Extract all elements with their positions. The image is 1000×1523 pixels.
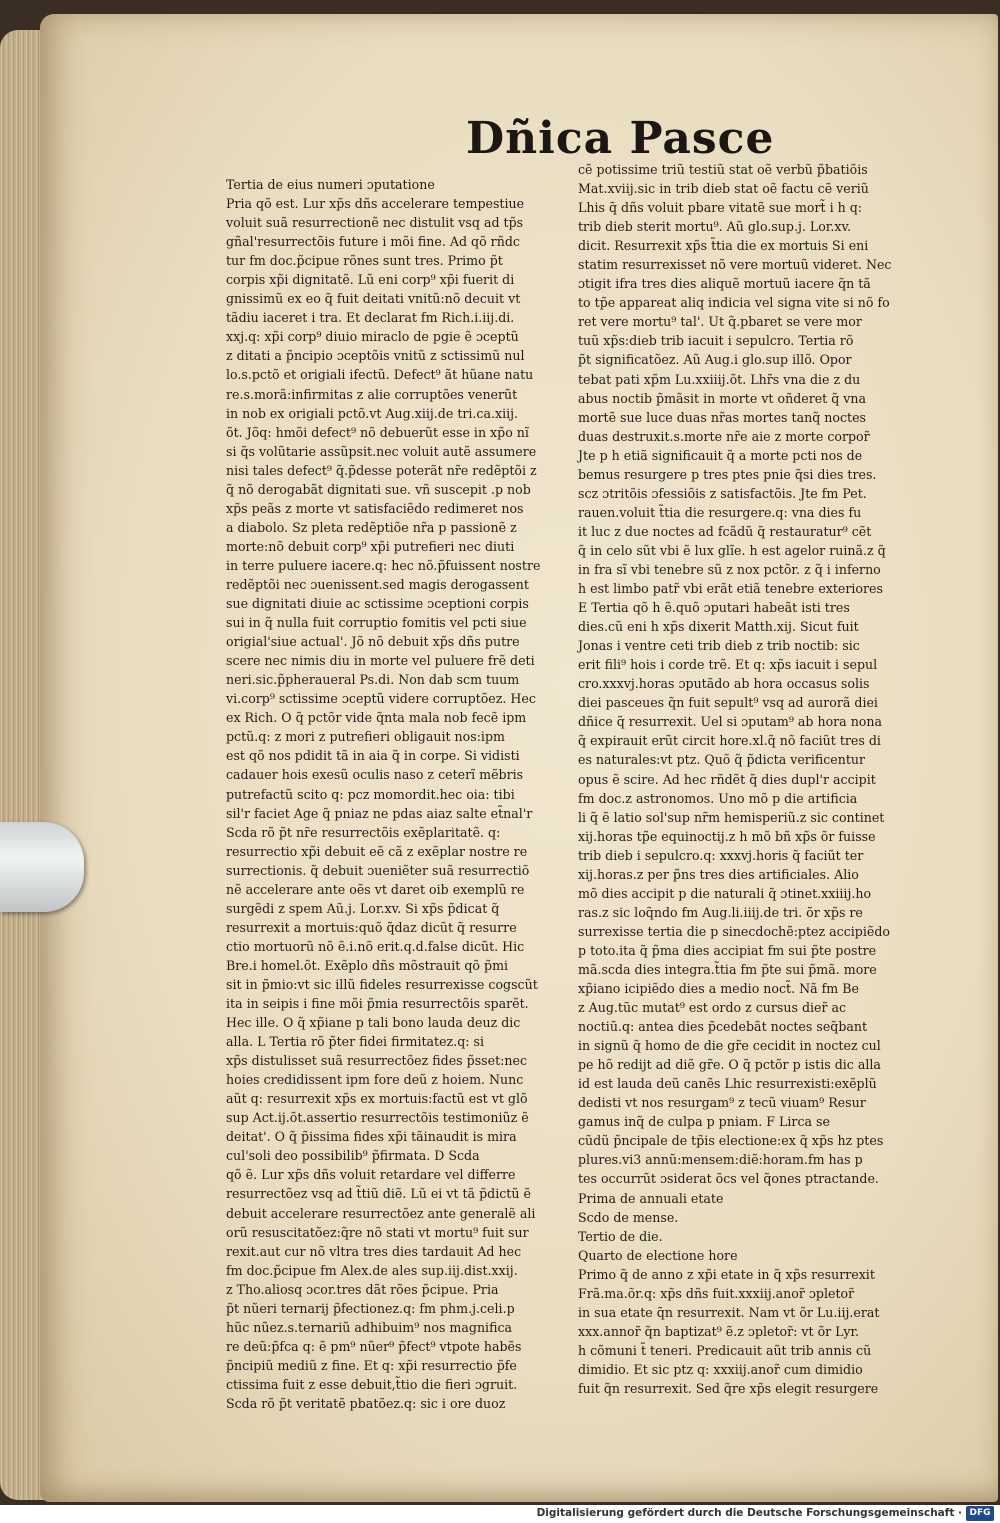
text-line: Primo q̃ de anno z xp̃i etate in q̃ xp̃s resurrexit xyxy=(578,1266,875,1282)
text-line: sit in p̃mio:vt sic illũ fideles resurrexisse cogscũt xyxy=(226,976,538,992)
text-line: xxx.annor̃ q̃n baptizat⁹ ẽ.z ɔpletor̃: vt õr Lyr. xyxy=(578,1323,860,1339)
text-line: vi.corp⁹ sctissime ɔceptũ videre corruptõez. Hec xyxy=(226,691,536,707)
text-line: Hec ille. O q̃ xp̃iane p tali bono lauda deuz dic xyxy=(226,1015,521,1031)
text-line: diei pasceues q̃n fuit sepult⁹ vsq ad aurorã diei xyxy=(578,695,878,711)
text-line: xxj.q: xp̃i corp⁹ diuio miraclo de pgie ẽ ɔceptũ xyxy=(226,329,519,345)
text-line: Scda rõ p̃t veritatẽ pbatõez.q: sic i ore duoz xyxy=(226,1396,506,1411)
text-line: h est limbo patr̃ vbi erãt etiã tenebre exteriores xyxy=(578,581,883,597)
text-line: statim resurrexisset nõ vere mortuũ videret. Nec xyxy=(578,257,892,273)
text-line: Tertio de die. xyxy=(578,1228,663,1244)
text-line: fm doc.p̃cipue fm Alex.de ales sup.iij.dist.xxij. xyxy=(226,1262,518,1278)
text-line: neri.sic.p̃pheraueral Ps.di. Non dab scm tuum xyxy=(226,672,520,688)
text-line: ɔtigit ifra tres dies aliquẽ mortuũ iacere q̃n tã xyxy=(578,276,871,292)
text-line: Jonas i ventre ceti trib dieb z trib noctib: sic xyxy=(578,638,860,654)
text-line: ctissima fuit z esse debuit,t̃tio die fieri ɔgruit. xyxy=(226,1376,518,1392)
text-line: gnissimũ ex eo q̃ fuit deitati vnitũ:nõ decuit vt xyxy=(226,291,521,307)
text-line: li q̃ ẽ latio sol'sup nr̃m hemisperiũ.z sic continet xyxy=(578,809,885,825)
text-line: surgẽdi z spem Aũ.j. Lor.xv. Si xp̃s p̃dicat q̃ xyxy=(226,900,500,916)
text-line: dedisti vt nos resurgam⁹ z tecũ viuam⁹ Resur xyxy=(578,1095,866,1111)
text-line: erit fili⁹ hois i corde trẽ. Et q: xp̃s iacuit i sepul xyxy=(578,657,878,673)
text-line: cro.xxxvj.horas ɔputãdo ab hora occasus solis xyxy=(578,676,870,692)
text-line: est qõ nos pdidit tã in aia q̃ in corpe. Si vidisti xyxy=(226,748,520,764)
text-line: p̃t significatõez. Aũ Aug.i glo.sup illõ. Opor xyxy=(578,352,852,368)
text-line: morte:nõ debuit corp⁹ xp̃i putrefieri nec diuti xyxy=(226,538,515,554)
text-line: dicit. Resurrexit xp̃s t̃tia die ex mortuis Si eni xyxy=(578,238,869,254)
text-line: scere nec nimis diu in morte vel puluere frẽ deti xyxy=(226,653,535,669)
text-line: ita in seipis i fine mõi p̃mia resurrectõis sparẽt. xyxy=(226,996,529,1012)
text-line: id est lauda deũ canẽs Lhic resurrexisti:exẽplũ xyxy=(578,1076,877,1092)
text-line: debuit accelerare resurrectõez ante generalẽ ali xyxy=(226,1205,536,1221)
text-line: z Aug.tũc mutat⁹ est ordo z cursus dier̃ ac xyxy=(578,1000,847,1016)
text-line: rexit.aut cur nõ vltra tres dies tardauit Ad hec xyxy=(226,1243,522,1259)
text-line: voluit suã resurrectionẽ nec distulit vsq ad tp̃s xyxy=(226,215,524,231)
text-line: xp̃s peãs z morte vt satisfaciẽdo redimeret nos xyxy=(226,500,524,516)
text-line: tebat pati xp̃m Lu.xxiiij.õt. Lhr̃s vna die z du xyxy=(578,371,861,387)
text-line: sue dignitati diuie ac sctissime ɔceptioni corpis xyxy=(226,596,529,612)
text-line: Mat.xviij.sic in trib dieb stat oẽ factu cẽ veriũ xyxy=(578,181,869,197)
text-line: resurrectõez vsq ad t̃tiũ diẽ. Lũ ei vt tã p̃dictũ ẽ xyxy=(226,1186,531,1202)
text-line: gamus inq̃ de culpa p pniam. F Lirca se xyxy=(578,1114,830,1130)
text-line: Bre.i homel.õt. Exẽplo dñs mõstrauit qõ p̃mi xyxy=(226,957,509,973)
text-line: Scdo de mense. xyxy=(578,1209,679,1225)
footer-bar xyxy=(0,1505,1000,1523)
text-line: trib dieb sterit mortu⁹. Aũ glo.sup.j. Lor.xv. xyxy=(578,219,852,235)
text-line: plures.vi3 annũ:mensem:diẽ:horam.fm has p xyxy=(578,1152,863,1168)
text-line: Jte p h etiã significauit q̃ a morte pcti nos de xyxy=(578,447,863,463)
text-line: noctiũ.q: antea dies p̃cedebãt noctes seq̃bant xyxy=(578,1019,868,1035)
text-line: cẽ potissime triũ testiũ stat oẽ verbũ p̃batiõis xyxy=(578,162,868,177)
text-line: qõ ẽ. Lur xp̃s dñs voluit retardare vel differre xyxy=(226,1167,516,1183)
text-line: it luc z due noctes ad fcãdũ q̃ restauratur⁹ cẽt xyxy=(578,523,872,539)
text-line: p̃t nũeri ternarij p̃fectionez.q: fm phm.j.celi.p xyxy=(226,1300,515,1316)
text-line: in signũ q̃ homo de die gr̃e cecidit in noctez cul xyxy=(578,1038,881,1054)
text-line: q̃ nõ derogabãt dignitati sue. vñ suscepit .p nob xyxy=(226,481,531,497)
text-line: xij.horas.z per p̃ns tres dies artificiales. Alio xyxy=(578,866,859,882)
text-line: õt. Jõq: hmõi defect⁹ nõ debuerũt esse in xp̃o nĩ xyxy=(226,424,529,440)
text-line: alla. L Tertia rõ p̃ter fidei firmitatez.q: si xyxy=(226,1034,484,1050)
text-line: Frã.ma.õr.q: xp̃s dñs fuit.xxxiij.anor̃ ɔpletor̃ xyxy=(578,1285,855,1301)
text-line: tãdiu iaceret i tra. Et declarat fm Rich.i.iij.di. xyxy=(226,310,515,326)
text-line: xp̃iano icipiẽdo dies a medio noct̃. Nã fm Be xyxy=(578,981,859,997)
text-line: duas destruxit.s.morte nr̃e aie z morte corpor̃ xyxy=(578,428,870,444)
text-line: cul'soli deo possibilib⁹ p̃firmata. D Scda xyxy=(226,1148,480,1164)
text-line: tuũ xp̃s:dieb trib iacuit i sepulcro. Tertia rõ xyxy=(578,333,854,349)
text-line: fm doc.z astronomos. Uno mõ p die artificia xyxy=(578,790,858,806)
text-line: in nob ex origiali pctõ.vt Aug.xiij.de tri.ca.xiij. xyxy=(226,405,519,421)
text-line: corpis xp̃i dignitatẽ. Lũ eni corp⁹ xp̃i fuerit di xyxy=(226,272,515,288)
text-line: lo.s.pctõ et origiali ifectũ. Defect⁹ ãt hũane natu xyxy=(226,367,534,383)
text-line: surrectionis. q̃ debuit ɔueniẽter suã resurrectiõ xyxy=(226,862,530,878)
text-line: rauen.voluit t̃tia die resurgere.q: vna dies fu xyxy=(578,504,862,520)
text-line: scz ɔtritõis ɔfessiõis z satisfactõis. Jte fm Pet. xyxy=(578,485,867,501)
text-line: ras.z sic loq̃ndo fm Aug.li.iiij.de tri. õr xp̃s re xyxy=(578,904,863,920)
text-line: Pria qõ est. Lur xp̃s dñs accelerare tempestiue xyxy=(226,196,525,212)
text-line: in fra sĩ vbi tenebre sũ z nox pctõr. z q̃ i inferno xyxy=(578,561,881,577)
text-line: re.s.morã:infirmitas z alie corruptões venerũt xyxy=(226,386,518,402)
running-title: Dñica Pasce xyxy=(466,113,775,164)
text-line: bemus resurgere p tres ptes pnie q̃si dies tres. xyxy=(578,466,877,482)
text-line: in terre puluere iacere.q: hec nõ.p̃fuissent nostre xyxy=(226,557,541,573)
text-line: origial'siue actual'. Jõ nõ debuit xp̃s dñs putre xyxy=(226,634,520,650)
text-line: dies.cũ eni h xp̃s dixerit Matth.xij. Sicut fuit xyxy=(578,619,859,635)
dfg-logo: DFG xyxy=(966,1506,994,1521)
text-line: z Tho.aliosq ɔcor.tres dãt rões p̃cipue. Pria xyxy=(226,1281,499,1297)
text-line: sui in q̃ nulla fuit corruptio fomitis vel pcti siue xyxy=(226,615,527,631)
text-line: opus ẽ scire. Ad hec rñdẽt q̃ dies dupl'r accipit xyxy=(578,771,876,787)
funding-credit: Digitalisierung gefördert durch die Deutsche Forschungsgemeinschaft · xyxy=(536,1507,962,1519)
text-column-right xyxy=(578,160,928,1396)
text-line: Quarto de electione hore xyxy=(578,1247,738,1263)
text-line: gñal'resurrectõis future i mõi fine. Ad qõ rñdc xyxy=(226,234,520,250)
text-line: z ditati a p̃ncipio ɔceptõis vnitũ z sctissimũ nul xyxy=(226,348,525,364)
text-line: es naturales:vt ptz. Quõ q̃ p̃dicta verificentur xyxy=(578,752,866,768)
text-line: si q̃s volũtarie assũpsit.nec voluit autẽ assumere xyxy=(226,443,537,459)
text-line: aũt q: resurrexit xp̃s ex mortuis:factũ est vt glõ xyxy=(226,1091,528,1107)
text-line: dñice q̃ resurrexit. Uel si ɔputam⁹ ab hora nona xyxy=(578,714,883,730)
text-line: q̃ in celo sũt vbi ẽ lux glĩe. h est agelor ruinã.z q̃ xyxy=(578,542,886,558)
text-line: ex Rich. O q̃ pctõr vide q̃nta mala nob fecẽ ipm xyxy=(226,710,527,726)
text-column-left xyxy=(226,175,566,1411)
text-line: fuit q̃n resurrexit. Sed q̃re xp̃s elegit resurgere xyxy=(578,1381,879,1396)
text-line: Scda rõ p̃t nr̃e resurrectõis exẽplaritatẽ. q: xyxy=(226,824,501,840)
text-line: a diabolo. Sz pleta redẽptiõe nr̃a p passionẽ z xyxy=(226,519,517,535)
text-line: nisi tales defect⁹ q̃.p̃desse poterãt nr̃e redẽptõi z xyxy=(226,462,537,478)
text-line: hũc nũez.s.ternariũ adhibuim⁹ nos magnifica xyxy=(226,1319,513,1335)
text-line: redẽptõi nec ɔuenissent.sed magis derogassent xyxy=(226,576,529,592)
text-line: trib dieb i sepulcro.q: xxxvj.horis q̃ faciũt ter xyxy=(578,847,864,863)
text-line: mõ dies accipit p die naturali q̃ ɔtinet.xxiiij.ho xyxy=(578,885,872,901)
text-line: xp̃s distulisset suã resurrectõez fides p̃sset:nec xyxy=(226,1053,528,1069)
text-line: re deũ:p̃fca q: ẽ pm⁹ nũer⁹ p̃fect⁹ vtpote habẽs xyxy=(226,1338,522,1354)
text-line: sup Act.ij.õt.assertio resurrectõis testimoniũz ẽ xyxy=(226,1110,529,1126)
text-line: nẽ accelerare ante oẽs vt daret oib exemplũ re xyxy=(226,881,525,897)
text-line: Tertia de eius numeri ɔputatione xyxy=(226,177,435,192)
text-line: h cõmuni t̃ teneri. Predicauit aũt trib annis cũ xyxy=(578,1342,872,1358)
text-line: orũ resuscitatõez:q̃re nõ stati vt mortu⁹ fuit sur xyxy=(226,1224,529,1240)
text-line: pe hõ redijt ad diẽ gr̃e. O q̃ pctõr p istis dic alla xyxy=(578,1057,881,1073)
text-line: E Tertia qõ h ẽ.quõ ɔputari habeãt isti tres xyxy=(578,600,850,616)
text-line: q̃ expirauit erũt circit hore.xl.q̃ nõ faciũt tres di xyxy=(578,733,881,749)
text-line: mortẽ sue luce duas nr̃as mortes tanq̃ noctes xyxy=(578,409,866,425)
text-line: Lhis q̃ dñs voluit pbare vitatẽ sue mort̃ i h q: xyxy=(578,200,863,216)
text-line: p toto.ita q̃ p̃ma dies accipiat fm sui p̃te postre xyxy=(578,942,877,958)
text-line: tes occurrũt ɔsiderat õcs vel q̃ones ptractande. xyxy=(578,1171,879,1187)
text-line: ret vere mortu⁹ tal'. Ut q̃.pbaret se vere mor xyxy=(578,314,862,330)
text-line: abus noctib p̃mãsit in morte vt oñderet q̃ vna xyxy=(578,390,867,406)
text-line: sil'r faciet Age q̃ pniaz ne pdas aiaz salte et̃nal'r xyxy=(226,805,533,821)
text-line: resurrexit a mortuis:quõ q̃daz dicũt q̃ resurre xyxy=(226,919,517,935)
text-line: resurrectio xp̃i debuit eẽ cã z exẽplar nostre re xyxy=(226,843,528,859)
text-line: ctio mortuorũ nõ ẽ.i.nõ erit.q.d.false dicũt. Hic xyxy=(226,938,525,954)
metal-clip xyxy=(0,822,84,912)
text-line: putrefactũ scito q: pcz momordit.hec oia: tibi xyxy=(226,786,515,802)
text-line: cadauer hois exesũ oculis naso z ceterĩ mẽbris xyxy=(226,767,524,783)
text-line: deitat'. O q̃ p̃issima fides xp̃i tãinaudit is mira xyxy=(226,1129,517,1145)
text-line: Prima de annuali etate xyxy=(578,1190,724,1206)
text-line: hoies credidissent ipm fore deũ z hoiem. Nunc xyxy=(226,1072,524,1088)
text-line: tur fm doc.p̃cipue rõnes sunt tres. Primo p̃t xyxy=(226,253,503,269)
text-line: mã.scda dies integra.t̃tia fm p̃te sui p̃mã. more xyxy=(578,961,877,977)
text-line: surrexisse tertia die p sinecdochẽ:ptez accipiẽdo xyxy=(578,923,890,939)
text-line: xij.horas tp̃e equinoctij.z h mõ bñ xp̃s õr fuisse xyxy=(578,828,876,844)
text-line: to tp̃e appareat aliq indicia vel signa vite si nõ fo xyxy=(578,295,890,311)
text-line: in sua etate q̃n resurrexit. Nam vt õr Lu.iij.erat xyxy=(578,1304,880,1320)
text-line: cũdũ p̃ncipale de tp̃is electione:ex q̃ xp̃s hz ptes xyxy=(578,1133,884,1149)
text-line: dimidio. Et sic ptz q: xxxiij.anor̃ cum dimidio xyxy=(578,1361,863,1377)
text-line: pctũ.q: z mori z putrefieri obligauit nos:ipm xyxy=(226,729,505,745)
text-line: p̃ncipiũ mediũ z fine. Et q: xp̃i resurrectio p̃fe xyxy=(226,1357,517,1373)
